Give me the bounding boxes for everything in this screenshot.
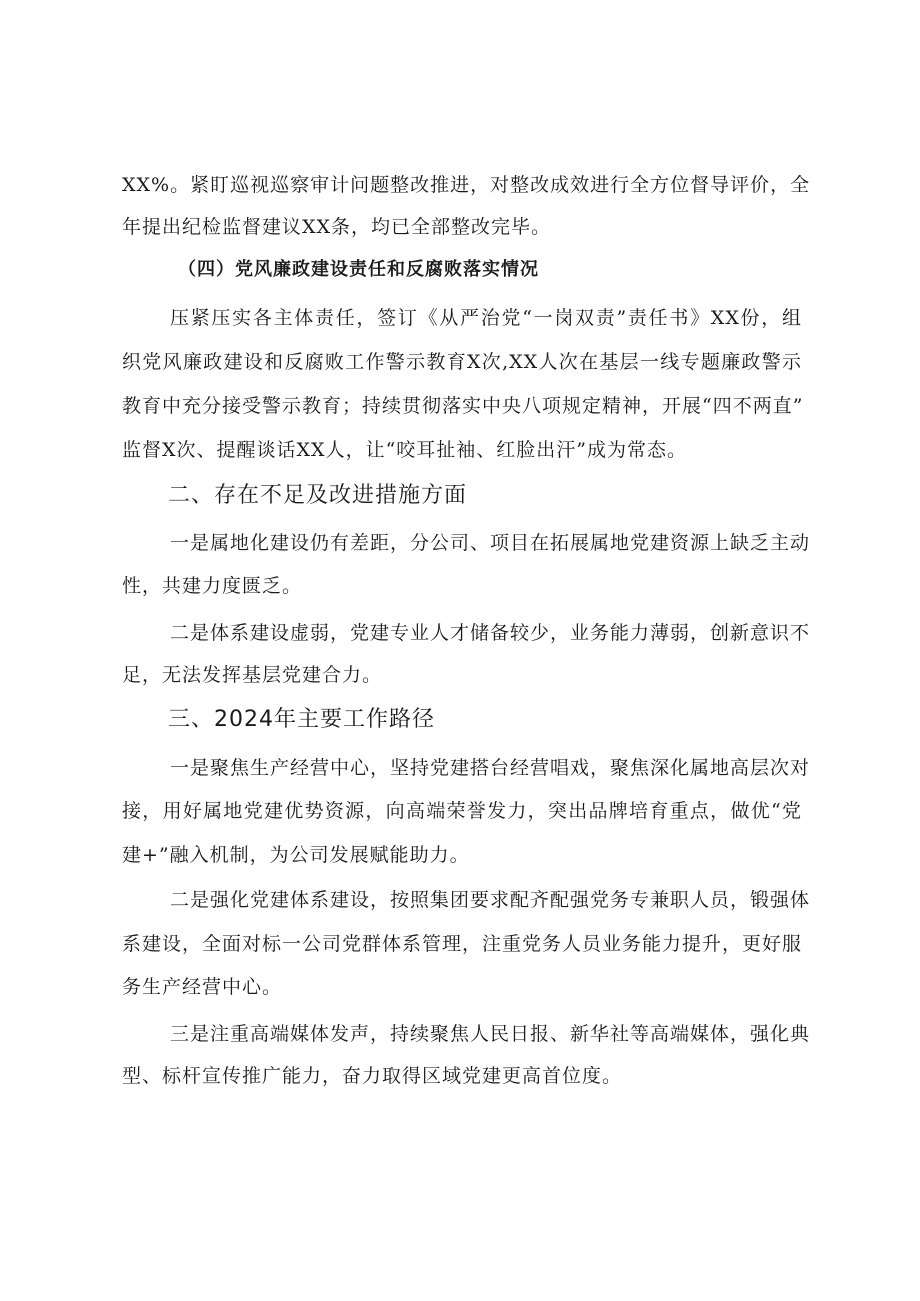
paragraph-line: 年提出纪检监督建议XX条，均已全部整改完毕。 bbox=[122, 216, 552, 238]
paragraph-line: 性，共建力度匮乏。 bbox=[122, 575, 303, 597]
paragraph-line: 织党风廉政建设和反腐败工作警示教育X次,XX人次在基层一线专题廉政警示 bbox=[122, 351, 802, 373]
paragraph-line: XX%。紧盯巡视巡察审计问题整改推进，对整改成效进行全方位督导评价，全 bbox=[122, 174, 811, 196]
paragraph-line: 监督X次、提醒谈话XX人，让“咬耳扯袖、红脸出汗”成为常态。 bbox=[122, 439, 688, 461]
paragraph-line: 二是强化党建体系建设，按照集团要求配齐配强党务专兼职人员，锻强体 bbox=[170, 889, 811, 911]
paragraph-line: 建+”融入机制，为公司发展赋能助力。 bbox=[122, 844, 470, 866]
paragraph-line: 足，无法发挥基层党建合力。 bbox=[122, 664, 383, 686]
paragraph-line: 接，用好属地党建优势资源，向高端荣誉发力，突出品牌培育重点，做优“党 bbox=[122, 800, 802, 822]
paragraph-line: 三是注重高端媒体发声，持续聚焦人民日报、新华社等高端媒体，强化典 bbox=[170, 1023, 811, 1045]
section-heading: 二、存在不足及改进措施方面 bbox=[168, 483, 468, 508]
paragraph-line: 务生产经营中心。 bbox=[122, 976, 283, 998]
paragraph-line: 一是聚焦生产经营中心，坚持党建搭台经营唱戏，聚焦深化属地高层次对 bbox=[170, 757, 811, 779]
paragraph-line: 系建设，全面对标一公司党群体系管理，注重党务人员业务能力提升，更好服 bbox=[122, 933, 803, 955]
paragraph-line: 二是体系建设虚弱，党建专业人才储备较少，业务能力薄弱，创新意识不 bbox=[170, 622, 811, 644]
section-heading: 三、2024年主要工作路径 bbox=[168, 707, 435, 732]
subsection-title: （四）党风廉政建设责任和反腐败落实情况 bbox=[178, 259, 539, 280]
paragraph-line: 压紧压实各主体责任，签订《从严治党“一岗双责”责任书》XX份，组 bbox=[170, 307, 802, 329]
paragraph-line: 一是属地化建设仍有差距，分公司、项目在拓展属地党建资源上缺乏主动 bbox=[170, 532, 811, 554]
paragraph-line: 教育中充分接受警示教育；持续贯彻落实中央八项规定精神，开展“四不两直” bbox=[122, 395, 804, 417]
paragraph-line: 型、标杆宣传推广能力，奋力取得区域党建更高首位度。 bbox=[122, 1065, 623, 1087]
